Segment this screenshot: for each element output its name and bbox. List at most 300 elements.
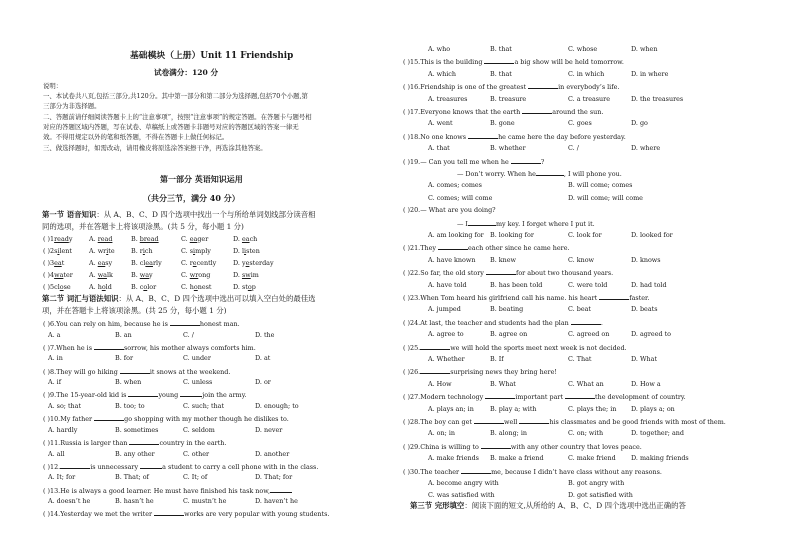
question bbox=[403, 343, 627, 353]
question-stem-end: a student to carry a cell phone with in the class. bbox=[162, 462, 319, 471]
question-stem-end: honest man. bbox=[199, 320, 240, 328]
paren: ( ) bbox=[403, 132, 411, 141]
question bbox=[43, 390, 246, 400]
option-a: A. that bbox=[428, 144, 450, 153]
option-c: C. such; that bbox=[183, 401, 225, 410]
paren: ( ) bbox=[403, 83, 411, 92]
paren: ( ) bbox=[43, 235, 51, 243]
option-a: A. It; for bbox=[48, 473, 76, 482]
question-stem-end: in everybody’s life. bbox=[558, 83, 620, 92]
option-b: B. any other bbox=[115, 449, 155, 458]
answer-blank bbox=[565, 392, 595, 399]
option-d: D. the treasures bbox=[631, 94, 684, 103]
option-c: C. mustn’t he bbox=[183, 497, 227, 506]
paren: ( ) bbox=[43, 486, 51, 495]
option-letter: A. bbox=[89, 283, 98, 291]
option-c: C. / bbox=[183, 330, 194, 339]
paren: ( ) bbox=[43, 247, 51, 255]
question-stem-mid: important part bbox=[515, 393, 566, 402]
option-letter: B. bbox=[131, 259, 140, 267]
paren: ( ) bbox=[403, 442, 411, 451]
word: read bbox=[97, 235, 113, 243]
word: easy bbox=[97, 259, 113, 267]
word: simply bbox=[189, 247, 211, 255]
option-a bbox=[89, 283, 112, 292]
word: color bbox=[139, 283, 157, 291]
option-a: A. plays an; in bbox=[428, 404, 474, 413]
paren: ( ) bbox=[403, 294, 411, 302]
question-number: 2 bbox=[50, 247, 55, 255]
answer-blank bbox=[438, 243, 468, 250]
option-a: A. which bbox=[428, 69, 457, 78]
option-d: D. in where bbox=[631, 69, 669, 78]
paren: ( ) bbox=[403, 467, 411, 476]
instruction-line: 三、做选择题时，如需改动，请用橡皮将原选涂答案擦干净，再选涂其他答案。 bbox=[43, 143, 267, 152]
option-letter: C. bbox=[181, 247, 190, 255]
option-b: B. make a friend bbox=[490, 454, 544, 463]
option-a: A. comes; comes bbox=[428, 181, 482, 190]
answer-blank bbox=[120, 367, 150, 374]
question bbox=[403, 442, 642, 452]
option-c: C. was satisfied with bbox=[428, 491, 495, 500]
option-letter: B. bbox=[131, 271, 140, 279]
option-letter: A. bbox=[89, 271, 98, 279]
phonics-question bbox=[43, 283, 71, 292]
option-c: C. That bbox=[568, 355, 592, 363]
option-d bbox=[233, 283, 256, 292]
option-a bbox=[89, 259, 112, 268]
question-stem-end: he came here the day before yesterday. bbox=[498, 132, 626, 141]
question-stem-end: surprising news they bring here! bbox=[450, 368, 557, 377]
option-d bbox=[233, 271, 259, 280]
section1-heading bbox=[42, 210, 316, 219]
question-stem-end: go shopping with my mother though he dislikes to. bbox=[124, 415, 289, 424]
question-stem: 11.Russia is larger than bbox=[50, 439, 130, 447]
option-b: B. beating bbox=[490, 305, 524, 314]
option-c bbox=[181, 247, 211, 256]
word: swim bbox=[241, 271, 259, 279]
answer-blank bbox=[599, 293, 629, 300]
question-stem: 6.You can rely on him, because he is bbox=[50, 320, 170, 328]
option-c: C. know bbox=[568, 255, 595, 264]
option-b bbox=[131, 247, 153, 256]
question-stem: 17.Everyone knows that the earth bbox=[410, 108, 523, 116]
option-a bbox=[89, 235, 112, 244]
question-stem: 25. bbox=[410, 343, 421, 352]
paren: ( ) bbox=[43, 415, 51, 424]
paren: ( ) bbox=[403, 269, 411, 278]
question-number: 4 bbox=[50, 271, 55, 279]
phonics-question bbox=[43, 271, 73, 280]
question-stem-end: me, because I didn’t have class without any reasons. bbox=[491, 467, 662, 476]
option-d: D. at bbox=[255, 354, 271, 363]
option-d: D. together; and bbox=[631, 429, 684, 438]
answer-blank bbox=[94, 414, 124, 421]
option-a: A. Whether bbox=[428, 355, 465, 363]
question-stem-end: sorrow, his mother always comforts him. bbox=[124, 343, 256, 352]
option-d: D. had told bbox=[631, 280, 667, 289]
word: write bbox=[97, 247, 115, 255]
section2-instruction: ：从 A、B、C、D 四个选项中选出可以填入空白处的最佳选 bbox=[118, 294, 316, 303]
question-stem-end: ? bbox=[540, 157, 545, 166]
option-d: D. making friends bbox=[631, 454, 689, 463]
option-a bbox=[89, 271, 113, 280]
part1-heading: 第一部分 英语知识运用 bbox=[160, 174, 243, 184]
option-letter: B. bbox=[131, 283, 140, 291]
paren: ( ) bbox=[403, 343, 411, 352]
option-d: D. where bbox=[631, 144, 661, 153]
option-b: B. that bbox=[490, 45, 512, 53]
question bbox=[43, 438, 226, 448]
phonics-question bbox=[43, 247, 72, 256]
instruction-line: 二、答题前请仔细阅读答题卡上的“注意事项”，按照“注意事项”的规定答题。在答题卡与题号相 bbox=[43, 112, 312, 121]
answer-blank bbox=[94, 343, 124, 350]
option-d bbox=[233, 247, 260, 256]
option-d: D. another bbox=[255, 449, 290, 458]
option-b: B. That; of bbox=[115, 473, 149, 482]
option-d: D. when bbox=[631, 45, 658, 53]
question bbox=[403, 467, 662, 477]
option-letter: B. bbox=[131, 247, 140, 255]
option-d: D. the bbox=[255, 330, 275, 339]
paren: ( ) bbox=[43, 367, 51, 376]
section2-heading-line2: 项，并在答题卡上将该项涂黑。(共 25 分，每小题 1 分) bbox=[42, 306, 227, 315]
word: hold bbox=[97, 283, 112, 291]
paren: ( ) bbox=[403, 368, 411, 377]
answer-blank bbox=[468, 132, 498, 139]
option-b: B. agree on bbox=[490, 330, 528, 339]
question bbox=[403, 57, 624, 67]
question-stem: 26. bbox=[410, 368, 421, 377]
question bbox=[403, 392, 686, 402]
section2-title: 第二节 词汇与语法知识 bbox=[42, 294, 119, 303]
question-stem-end: a big show will be held tomorrow. bbox=[514, 58, 624, 67]
question-stem: 8.They will go hiking bbox=[50, 367, 120, 376]
option-c: C. goes bbox=[568, 119, 592, 128]
question-number: 3 bbox=[50, 259, 55, 267]
answer-blank bbox=[528, 82, 558, 89]
instruction-line: 一、本试卷共八页,包括三部分,共120分。其中第一部分和第二部分为选择题,包括70个小题,第 bbox=[43, 92, 308, 100]
full-score: 试卷满分：120 分 bbox=[154, 68, 219, 77]
word: silent bbox=[54, 247, 72, 255]
option-b: B. when bbox=[115, 378, 142, 387]
option-letter: A. bbox=[89, 259, 98, 267]
option-b: B. What bbox=[490, 379, 516, 388]
option-a bbox=[89, 247, 115, 256]
question-stem: 21.They bbox=[410, 244, 438, 253]
paren: ( ) bbox=[43, 271, 51, 279]
option-d: D. got satisfied with bbox=[568, 491, 633, 500]
option-b: B. for bbox=[115, 354, 134, 363]
option-c: C. What an bbox=[568, 379, 604, 388]
word: water bbox=[54, 271, 73, 279]
word: eager bbox=[189, 235, 209, 243]
option-d: D. plays a; on bbox=[631, 404, 675, 413]
section1-heading-line2: 同的选项，并在答题卡上将该项涂黑。(共 5 分，每小题 1 分) bbox=[42, 222, 244, 231]
section3-title: 第三节 完形填空 bbox=[410, 501, 465, 510]
question-number: 5 bbox=[50, 283, 55, 291]
question-stem-mid: well bbox=[503, 418, 520, 426]
option-b: B. got angry with bbox=[568, 479, 625, 487]
option-c: C. unless bbox=[183, 378, 213, 387]
option-b: B. will come; comes bbox=[568, 181, 633, 190]
option-a: A. a bbox=[48, 330, 61, 339]
dialog-text: — Don’t worry. When he bbox=[457, 170, 536, 178]
option-a: A. jumped bbox=[428, 305, 461, 314]
question bbox=[403, 243, 570, 253]
option-c: C. under bbox=[183, 354, 211, 363]
answer-blank bbox=[485, 392, 515, 399]
option-letter: C. bbox=[181, 283, 190, 291]
paren: ( ) bbox=[43, 462, 51, 471]
answer-blank bbox=[486, 268, 516, 275]
word: stop bbox=[241, 283, 256, 291]
option-b: B. has been told bbox=[490, 280, 543, 289]
word: wrong bbox=[189, 271, 211, 279]
word: honest bbox=[189, 283, 212, 291]
question-stem: 15.This is the building bbox=[410, 58, 485, 67]
question bbox=[403, 417, 726, 427]
option-d: D. go bbox=[631, 119, 648, 128]
question-stem-mid: is unnecessary bbox=[90, 462, 141, 471]
dialog-line bbox=[457, 219, 595, 229]
question-stem-end: with any other country that loves peace. bbox=[510, 442, 642, 451]
answer-blank bbox=[571, 318, 601, 325]
question bbox=[43, 367, 230, 377]
option-b bbox=[131, 235, 159, 244]
section2-heading bbox=[42, 294, 316, 303]
option-letter: C. bbox=[181, 271, 190, 279]
option-c: C. on; with bbox=[568, 429, 604, 438]
answer-blank bbox=[270, 486, 292, 493]
option-b bbox=[131, 283, 156, 292]
option-b: B. an bbox=[115, 330, 132, 339]
answer-blank bbox=[474, 417, 504, 424]
option-c: C. beat bbox=[568, 305, 591, 314]
question-stem: 16.Friendship is one of the greatest bbox=[410, 83, 529, 92]
option-a: A. on; in bbox=[428, 429, 455, 438]
option-d: D. will come; will come bbox=[568, 193, 643, 202]
option-d: D. That; for bbox=[255, 473, 293, 482]
option-c bbox=[181, 235, 208, 244]
dialog-text: — I bbox=[457, 219, 468, 228]
option-letter: D. bbox=[233, 259, 242, 267]
question-stem-end: around the sun. bbox=[552, 108, 604, 116]
question-stem: 18.No one knows bbox=[410, 132, 469, 141]
option-a: A. went bbox=[428, 119, 453, 128]
phonics-question bbox=[43, 259, 64, 268]
answer-blank bbox=[170, 319, 200, 326]
paren: ( ) bbox=[403, 157, 411, 166]
answer-blank bbox=[420, 367, 450, 374]
option-d bbox=[233, 259, 274, 268]
option-a: A. doesn’t he bbox=[48, 497, 91, 506]
word: clearly bbox=[139, 259, 162, 267]
dialog-text-end: my key. I forget where I put it. bbox=[495, 219, 595, 228]
paren: ( ) bbox=[403, 108, 411, 116]
word: eat bbox=[54, 259, 65, 267]
question-stem-mid: young bbox=[158, 391, 181, 400]
option-a: A. in bbox=[48, 354, 63, 363]
answer-blank bbox=[60, 462, 90, 469]
option-b: B. that bbox=[490, 69, 512, 78]
option-b: B. hasn’t he bbox=[115, 497, 154, 506]
question-stem: 14.Yesterday we met the writer bbox=[50, 510, 155, 519]
question bbox=[43, 414, 289, 424]
answer-blank bbox=[129, 438, 159, 445]
instruction-line: 对应的答题区域内答题，写在试卷、草稿纸上或答题卡非题号对应的答题区域的答案一律无 bbox=[43, 122, 299, 131]
question bbox=[43, 462, 318, 472]
word: yesterday bbox=[241, 259, 274, 267]
question-stem: 23.When Tom heard his girlfriend call his name. his heart bbox=[410, 294, 600, 302]
answer-blank bbox=[468, 219, 496, 226]
option-b: B. looking for bbox=[490, 231, 534, 239]
option-b bbox=[131, 259, 162, 268]
option-c: C. make friend bbox=[568, 454, 616, 463]
option-letter: C. bbox=[181, 259, 190, 267]
option-d: D. haven’t he bbox=[255, 497, 298, 506]
option-d: D. looked for bbox=[631, 231, 673, 239]
question-stem: 29.China is willing to bbox=[410, 442, 481, 451]
option-d: D. enough; to bbox=[255, 401, 299, 410]
option-c: C. agreed on bbox=[568, 330, 610, 339]
answer-blank bbox=[128, 390, 158, 397]
option-a: A. am looking for bbox=[428, 231, 484, 239]
question-stem: 20.— What are you doing? bbox=[410, 206, 496, 215]
option-letter: D. bbox=[233, 247, 242, 255]
option-a: A. make friends bbox=[428, 454, 479, 463]
option-letter: D. bbox=[233, 235, 242, 243]
answer-blank bbox=[536, 169, 564, 176]
option-c: C. It; of bbox=[183, 473, 208, 482]
question-stem-end: faster. bbox=[629, 294, 650, 302]
question-stem-end: each other since he came here. bbox=[468, 244, 570, 253]
option-d: D. What bbox=[631, 355, 658, 363]
option-letter: D. bbox=[233, 271, 242, 279]
question bbox=[403, 268, 613, 278]
option-d: D. agreed to bbox=[631, 330, 672, 339]
answer-blank bbox=[519, 417, 549, 424]
question-stem-end: the development of country. bbox=[595, 393, 686, 402]
option-b bbox=[131, 271, 153, 280]
option-a: A. who bbox=[428, 45, 451, 53]
question-stem-end: country in the earth. bbox=[159, 439, 227, 447]
option-b: B. play a; with bbox=[490, 404, 537, 413]
option-c bbox=[181, 271, 210, 280]
option-c: C. whose bbox=[568, 45, 598, 53]
option-c: C. / bbox=[568, 144, 579, 153]
question bbox=[403, 293, 649, 303]
paren: ( ) bbox=[403, 393, 411, 402]
option-c: C. plays the; in bbox=[568, 404, 617, 413]
word: close bbox=[54, 283, 71, 291]
option-c: C. seldom bbox=[183, 425, 215, 434]
section1-title: 第一节 语音知识 bbox=[42, 210, 97, 219]
paren: ( ) bbox=[43, 510, 51, 519]
paren: ( ) bbox=[403, 244, 411, 253]
word: ready bbox=[54, 235, 73, 243]
option-d: D. How a bbox=[631, 379, 661, 388]
option-a: A. have told bbox=[428, 280, 467, 289]
option-c: C. were told bbox=[568, 280, 608, 289]
paren: ( ) bbox=[403, 318, 411, 327]
option-b: B. whether bbox=[490, 144, 526, 153]
question-stem-end: we will hold the sports meet next week is not decided. bbox=[450, 343, 627, 352]
paren: ( ) bbox=[43, 320, 51, 328]
option-d: D. never bbox=[255, 425, 283, 434]
exam-title: 基础模块（上册）Unit 11 Friendship bbox=[130, 51, 294, 61]
option-d: D. knows bbox=[631, 255, 661, 264]
part1-subheading: （共分三节，满分 40 分） bbox=[143, 193, 240, 203]
section3-instruction: ：阅读下面的短文,从所给的 A、B、C、D 四个选项中选出正确的答 bbox=[464, 501, 686, 510]
option-b: B. If bbox=[490, 355, 504, 363]
option-b: B. knew bbox=[490, 255, 516, 264]
question bbox=[43, 319, 240, 329]
answer-blank bbox=[481, 442, 511, 449]
paren: ( ) bbox=[43, 391, 51, 400]
option-letter: A. bbox=[89, 247, 98, 255]
answer-blank bbox=[420, 343, 450, 350]
question-stem: 30.The teacher bbox=[410, 467, 462, 476]
answer-blank bbox=[484, 57, 514, 64]
question-stem: 24.At last, the teacher and students had the plan bbox=[410, 318, 571, 327]
word: rich bbox=[139, 247, 153, 255]
paren: ( ) bbox=[43, 439, 51, 447]
option-b: B. gone bbox=[490, 119, 515, 128]
option-letter: D. bbox=[233, 283, 242, 291]
question-stem: 10.My father bbox=[50, 415, 95, 424]
option-d bbox=[233, 235, 257, 244]
question bbox=[43, 509, 329, 519]
option-a: A. all bbox=[48, 449, 65, 458]
option-b: B. too; to bbox=[115, 401, 145, 410]
option-a: A. have known bbox=[428, 255, 476, 264]
option-c: C. look for bbox=[568, 231, 602, 239]
answer-blank bbox=[140, 462, 162, 469]
word: walk bbox=[97, 271, 113, 279]
section1-instruction: ：从 A、B、C、D 四个选项中找出一个与所给单词划线部分读音相 bbox=[96, 210, 316, 219]
option-c: C. a treasure bbox=[568, 94, 611, 103]
phonics-question bbox=[43, 235, 72, 244]
question-stem-end: join the army. bbox=[202, 391, 247, 400]
question-stem: 27.Modern technology bbox=[410, 393, 486, 402]
question bbox=[403, 132, 626, 142]
answer-blank bbox=[180, 390, 202, 397]
instruction-line: 三部分为非选择题。 bbox=[43, 102, 101, 111]
option-a: A. if bbox=[48, 378, 62, 387]
option-a: A. become angry with bbox=[428, 479, 499, 487]
word: recently bbox=[189, 259, 217, 267]
question bbox=[403, 82, 619, 92]
option-c: C. in which bbox=[568, 69, 605, 78]
option-d: D. or bbox=[255, 378, 271, 387]
option-c bbox=[181, 259, 216, 268]
question-stem-end: it snows at the weekend. bbox=[149, 367, 231, 376]
paren: ( ) bbox=[403, 418, 411, 426]
option-a: A. hardly bbox=[48, 425, 78, 434]
instruction-line: 效。不得用规定以外的笔和纸答题，不得在答题卡上做任何标记。 bbox=[43, 133, 229, 142]
word: listen bbox=[241, 247, 260, 255]
word: bread bbox=[139, 235, 159, 243]
question-number: 1 bbox=[50, 235, 55, 243]
option-b: B. sometimes bbox=[115, 425, 159, 434]
word: each bbox=[241, 235, 258, 243]
dialog-line bbox=[457, 169, 622, 179]
question bbox=[43, 486, 292, 496]
option-c: C. other bbox=[183, 449, 210, 458]
question-stem: 7.When he is bbox=[50, 343, 95, 352]
option-a: A. How bbox=[428, 379, 452, 388]
